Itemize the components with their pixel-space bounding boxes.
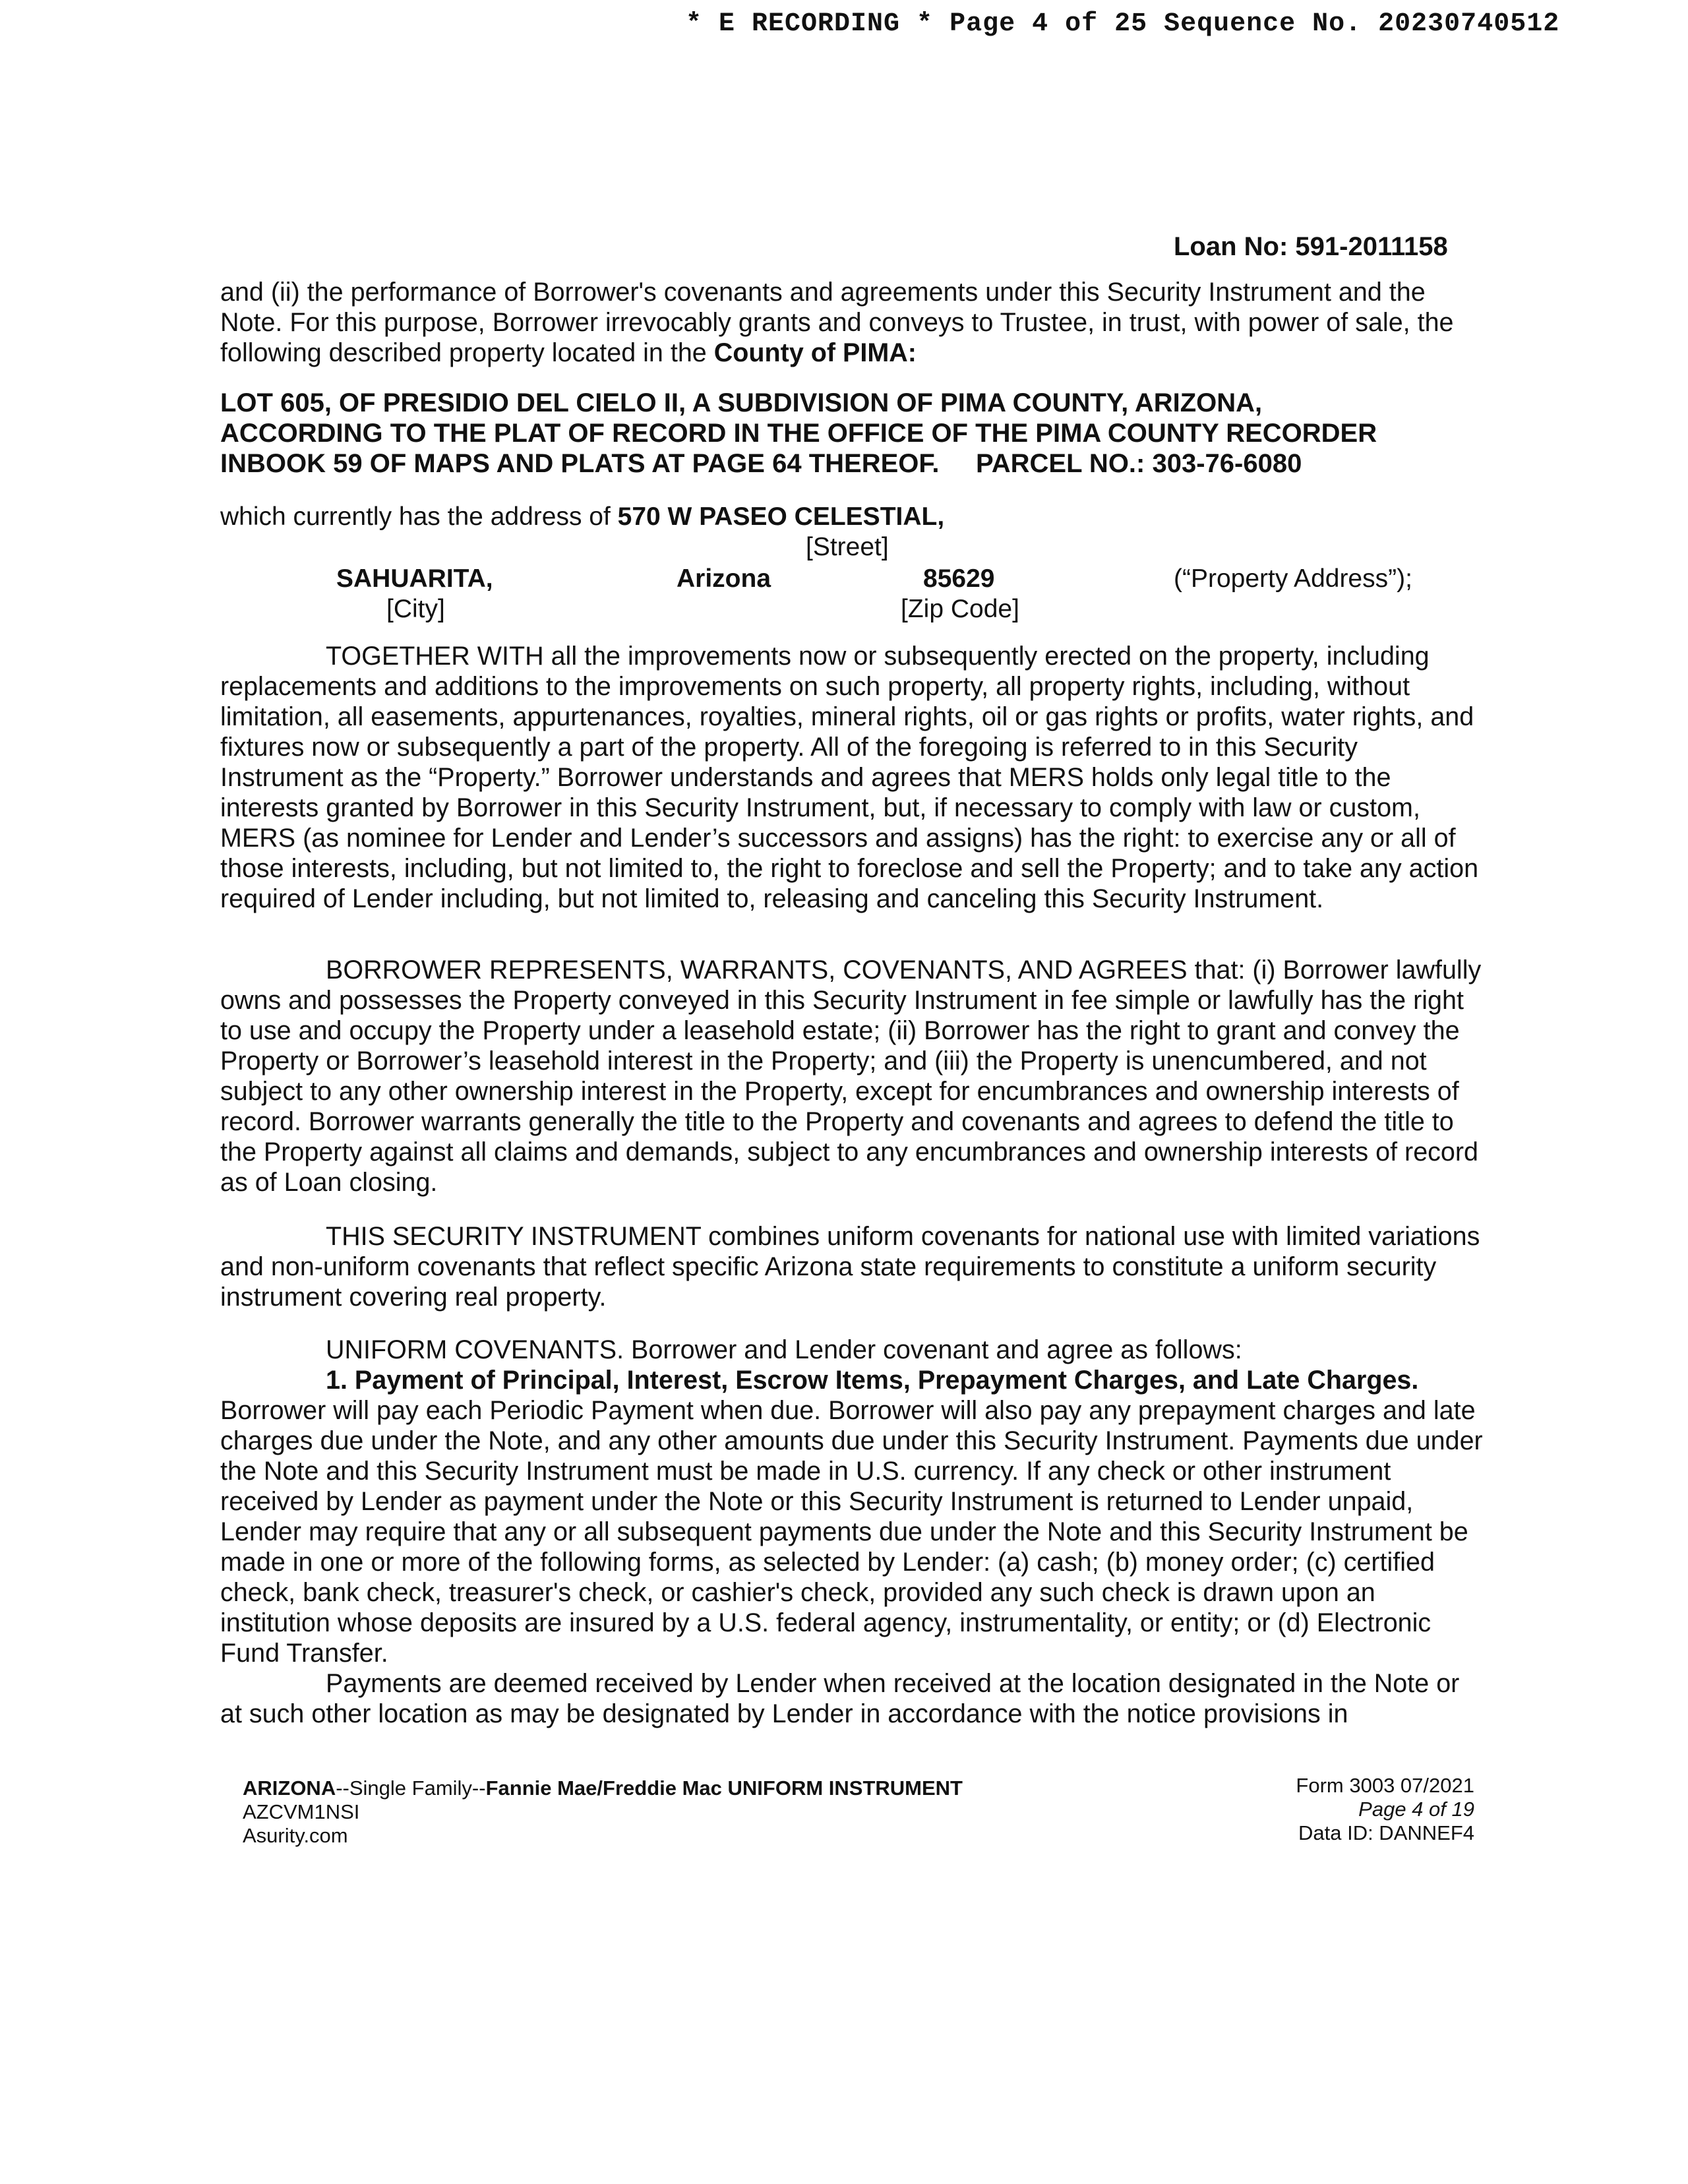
footer-state: ARIZONA [243, 1776, 336, 1800]
county-name: County of PIMA: [713, 338, 917, 367]
property-address-label: (“Property Address”); [1174, 564, 1412, 593]
footer-form: Form 3003 07/2021 [1296, 1774, 1474, 1797]
footer-data-id: Data ID: DANNEF4 [1298, 1821, 1474, 1844]
security-instrument-paragraph [220, 1221, 1486, 1312]
together-with-paragraph [220, 641, 1486, 914]
footer-single-family: --Single Family-- [336, 1776, 486, 1800]
legal-line: INBOOK 59 OF MAPS AND PLATS AT PAGE 64 THEREOF. PARCEL NO.: 303-76-6080 [220, 449, 1302, 478]
section-1-body: Borrower will pay each Periodic Payment when due. Borrower will also pay any prepayment charges and late charges due under the Note, and any other amounts due under this Security Instrument. Payments due under the Note and this Security Instrument must be made in U.S. currency. If any check or other instrument received by Lender as payment under the Note or this Security Instrument is returned to Lender unpaid, Lender may require that any or all subsequent payments due under the Note and this Security Instrument be made in one or more of the following forms, as selected by Lender: (a) cash; (b) money order; (c) certified check, bank check, treasurer's check, or cashier's check, provided any such check is drawn upon an institution whose deposits are insured by a U.S. federal agency, instrumentality, or entity; or (d) Electronic Fund Transfer. [220, 1396, 1483, 1668]
address-line [220, 502, 944, 531]
intro-text: and (ii) the performance of Borrower's covenants and agreements under this Security Instrument and the Note. For this purpose, Borrower irrevocably grants and conveys to Trustee, in trust, with power of sale, the following described property located in the [220, 278, 1454, 367]
footer-left [243, 1776, 963, 1848]
intro-paragraph [220, 277, 1486, 368]
uniform-covenants-paragraph [220, 1335, 1486, 1729]
footer-website: Asurity.com [243, 1824, 348, 1847]
address-lead: which currently has the address of [220, 502, 618, 531]
borrower-represents-paragraph [220, 955, 1486, 1198]
legal-line: ACCORDING TO THE PLAT OF RECORD IN THE OFFICE OF THE PIMA COUNTY RECORDER [220, 419, 1377, 448]
legal-description [220, 388, 1486, 479]
together-with-text: TOGETHER WITH all the improvements now or subsequently erected on the property, including replacements and additions to the improvements on such property, all property rights, including, without limitation, all easements, appurtenances, royalties, mineral rights, oil or gas rights or profits, water rights, and fixtures now or subsequently a part of the property. All of the foregoing is referred to in this Security Instrument as the “Property.” Borrower understands and agrees that MERS holds only legal title to the interests granted by Borrower in this Security Instrument, but, if necessary to comply with law or custom, MERS (as nominee for Lender and Lender’s successors and assigns) has the right: to exercise any or all of those interests, including, but not limited to, the right to foreclose and sell the Property; and to take any action required of Lender including, but not limited to, releasing and canceling this Security Instrument. [220, 642, 1479, 913]
city-label: [City] [386, 595, 445, 623]
section-1-heading: 1. Payment of Principal, Interest, Escrow Items, Prepayment Charges, and Late Charges. [326, 1366, 1419, 1395]
payments-received-text: Payments are deemed received by Lender when received at the location designated in the Note or at such other location as may be designated by Lender in accordance with the notice provisions in [220, 1669, 1460, 1728]
security-instrument-text: THIS SECURITY INSTRUMENT combines uniform covenants for national use with limited variations and non-uniform covenants that reflect specific Arizona state requirements to constitute a uniform security instrument covering real property. [220, 1222, 1480, 1312]
zip-value: 85629 [923, 564, 995, 593]
footer-instrument: Fannie Mae/Freddie Mac UNIFORM INSTRUMENT [485, 1776, 963, 1800]
footer-code: AZCVM1NSI [243, 1800, 360, 1823]
uniform-covenants-text: UNIFORM COVENANTS. Borrower and Lender covenant and agree as follows: [326, 1335, 1242, 1364]
state-value: Arizona [677, 564, 771, 593]
street-label: [Street] [806, 533, 889, 561]
loan-number [1174, 232, 1448, 262]
street-address: 570 W PASEO CELESTIAL, [617, 502, 945, 531]
borrower-represents-text: BORROWER REPRESENTS, WARRANTS, COVENANTS, AND AGREES that: (i) Borrower lawfully owns and possesses the Property conveyed in this Security Instrument in fee simple or lawfully has the right to use and occupy the Property under a leasehold estate; (ii) Borrower has the right to grant and convey the Property or Borrower’s leasehold interest in the Property; and (iii) the Property is unencumbered, and not subject to any other ownership interest in the Property, except for encumbrances and ownership interests of record. Borrower warrants generally the title to the Property and covenants and agrees to defend the title to the Property against all claims and demands, subject to any encumbrances and ownership interests of record as of Loan closing. [220, 956, 1482, 1197]
footer-page: Page 4 of 19 [1358, 1798, 1474, 1821]
recording-banner: * E RECORDING * Page 4 of 25 Sequence No. 20230740512 [686, 9, 1560, 39]
loan-label: Loan No: [1174, 232, 1296, 261]
loan-value: 591-2011158 [1295, 232, 1448, 261]
footer-instrument-line [243, 1776, 963, 1800]
footer-right [1296, 1774, 1474, 1845]
section-1-paragraph [220, 1365, 1486, 1668]
city-value: SAHUARITA, [336, 564, 493, 593]
legal-line: LOT 605, OF PRESIDIO DEL CIELO II, A SUBDIVISION OF PIMA COUNTY, ARIZONA, [220, 388, 1263, 417]
zip-label: [Zip Code] [901, 595, 1019, 623]
